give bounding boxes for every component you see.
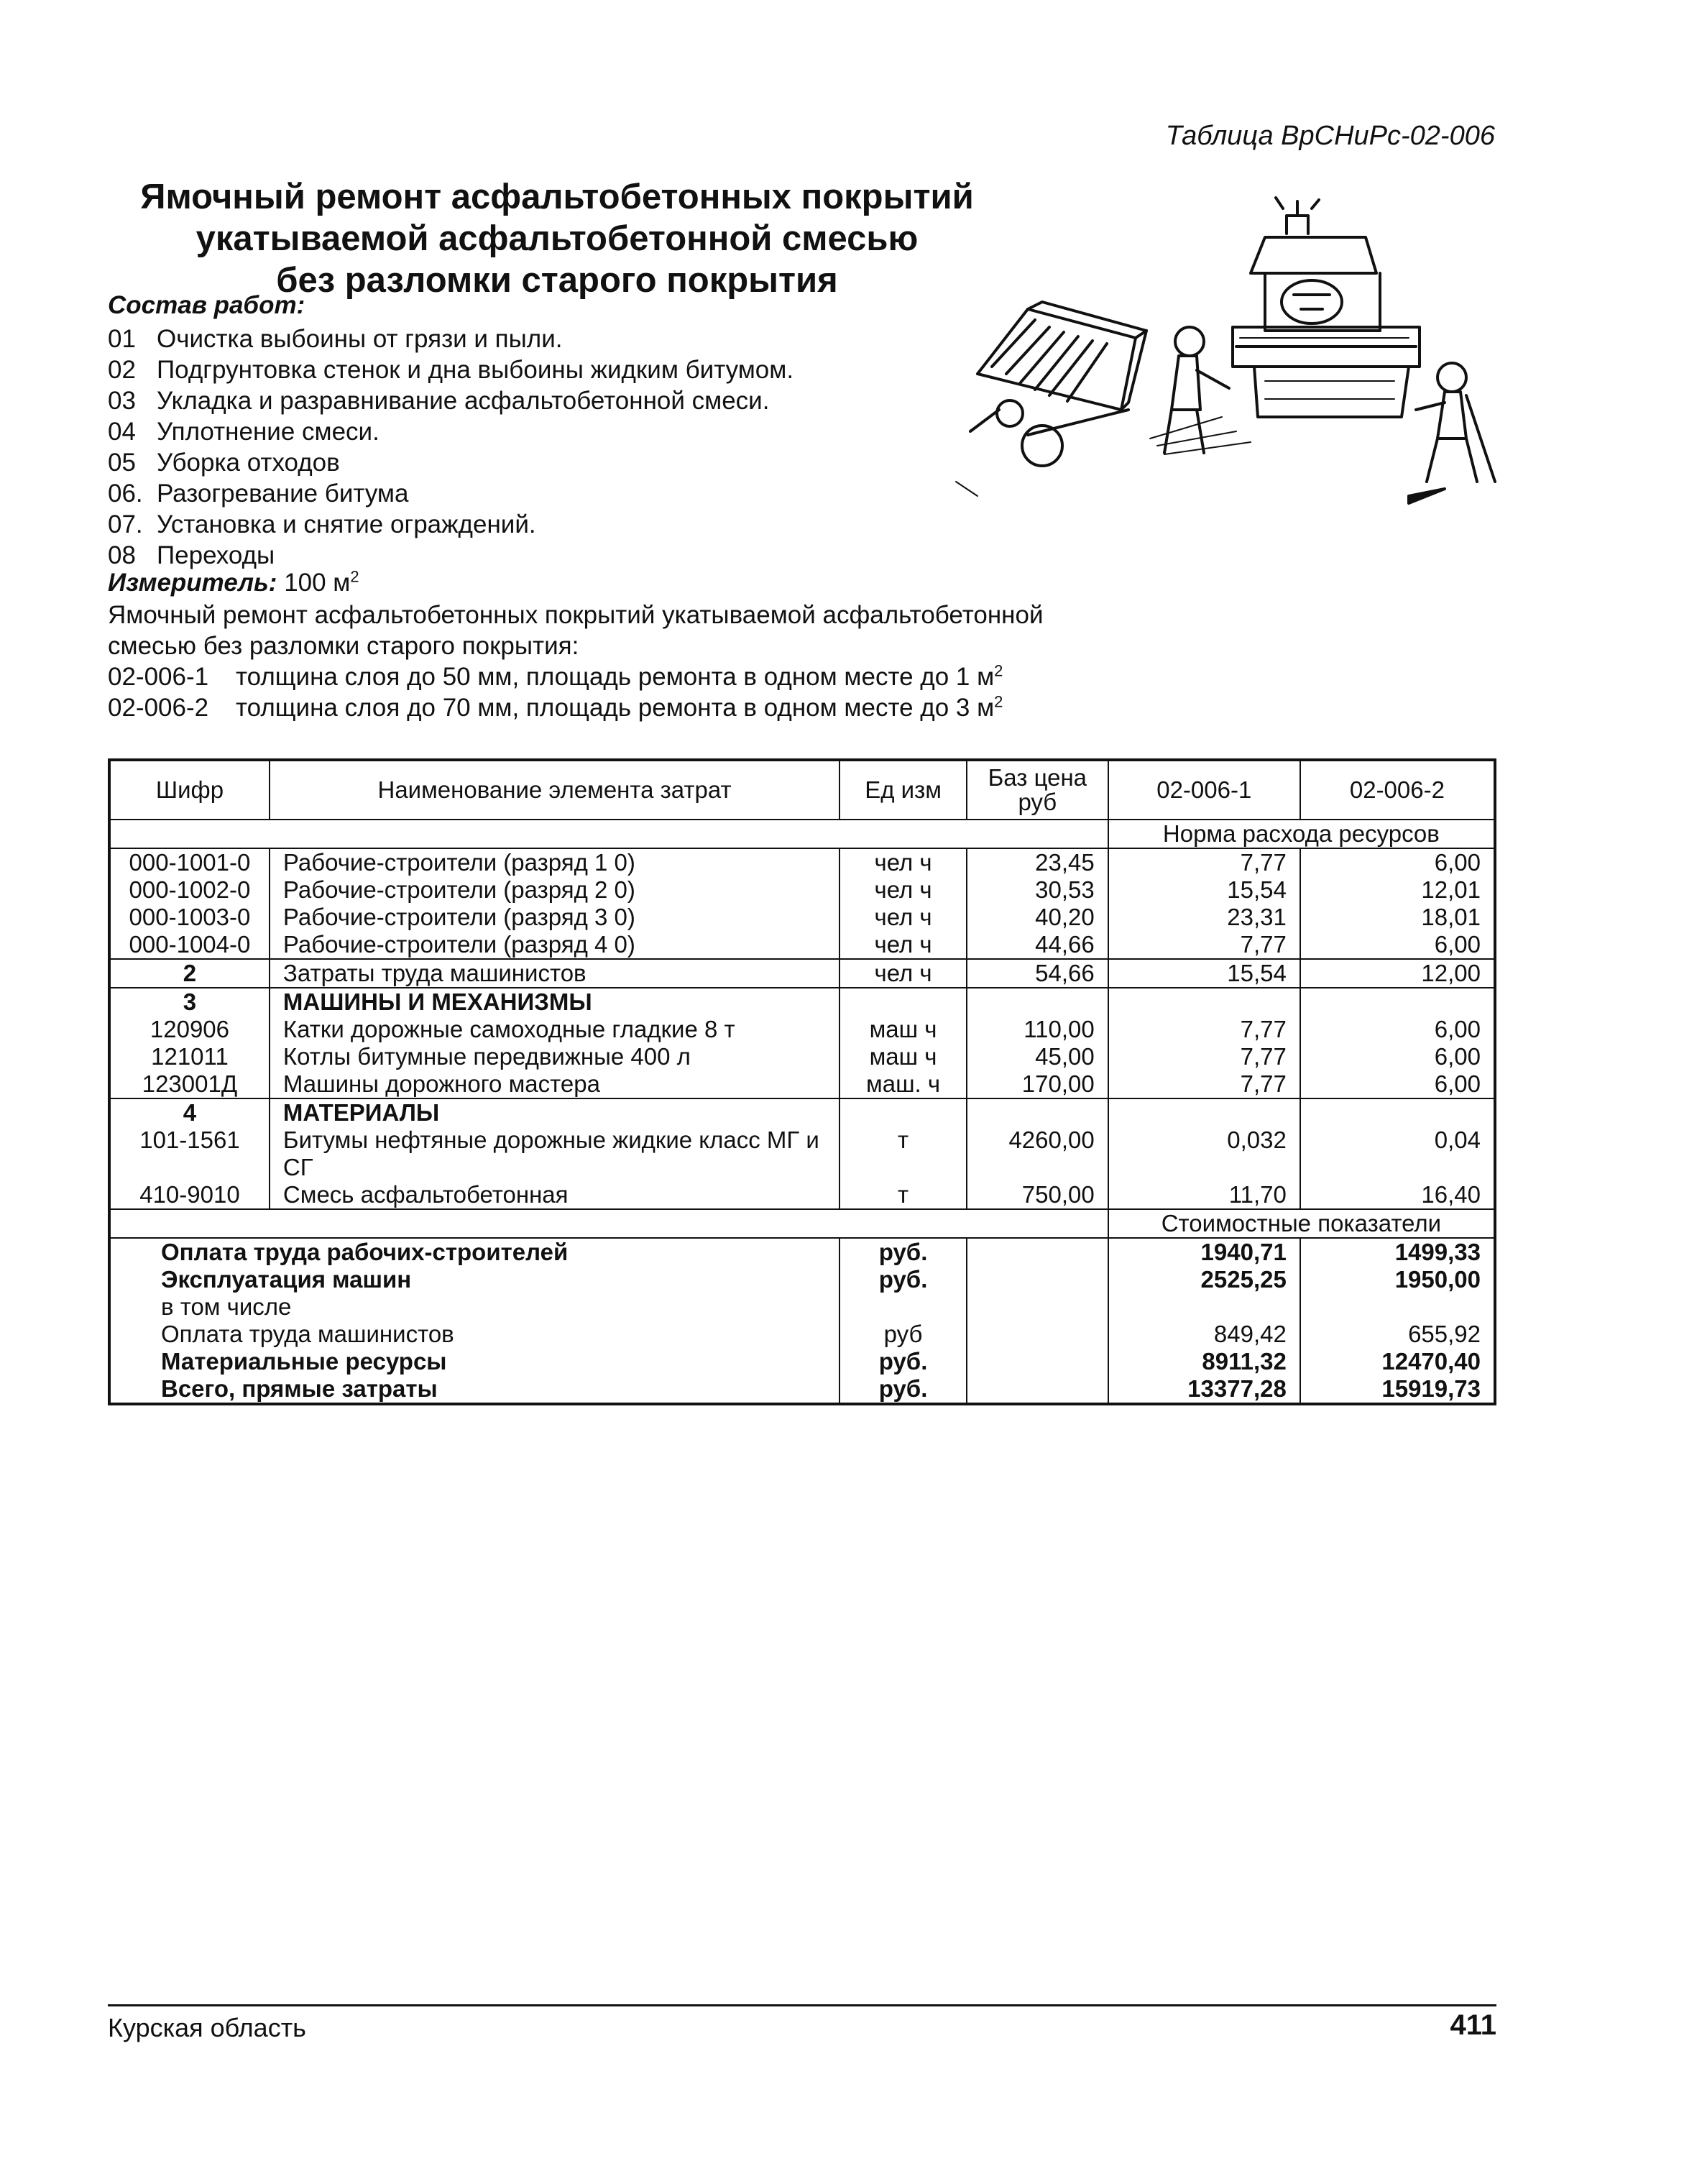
row-price: 170,00 — [967, 1070, 1108, 1098]
table-row — [109, 1070, 1495, 1098]
description-line: Ямочный ремонт асфальтобетонных покрытий укатываемой асфальтобетонной — [108, 601, 1044, 629]
row-unit: чел ч — [840, 876, 967, 904]
header-unit: Ед изм — [840, 760, 967, 820]
row-name: Затраты труда машинистов — [270, 959, 840, 988]
road-roller-drawing — [1233, 198, 1420, 417]
cost-name: Эксплуатация машин — [161, 1266, 412, 1293]
page-number: 411 — [1450, 2009, 1496, 2041]
works-heading: Состав работ: — [108, 291, 305, 319]
work-text: Очистка выбоины от грязи и пыли. — [157, 325, 563, 353]
norm-subheader-row — [109, 820, 1495, 848]
table-header-row — [109, 760, 1495, 820]
work-item — [108, 478, 794, 509]
cost-value-1: 849,42 — [1108, 1321, 1300, 1348]
work-text: Уплотнение смеси. — [157, 418, 380, 446]
row-code: 000-1001-0 — [129, 849, 251, 876]
work-item — [108, 447, 794, 478]
work-number: 03 — [108, 387, 136, 415]
row-code: 120906 — [150, 1016, 230, 1042]
section-row — [109, 988, 1495, 1016]
header-col1: 02-006-1 — [1108, 760, 1300, 820]
road-repair-illustration — [949, 194, 1509, 532]
table-row — [109, 1043, 1495, 1070]
cost-unit: руб. — [840, 1266, 967, 1293]
cost-name: Оплата труда машинистов — [161, 1321, 454, 1347]
row-value-1: 23,31 — [1108, 904, 1300, 931]
cost-row — [109, 1266, 1495, 1293]
row-name: Рабочие-строители (разряд 4 0) — [270, 931, 840, 959]
works-list — [108, 324, 794, 571]
cost-unit: руб. — [840, 1238, 967, 1266]
section-row — [109, 1098, 1495, 1127]
work-number: 06. — [108, 480, 143, 508]
row-price: 23,45 — [967, 848, 1108, 876]
row-name: Катки дорожные самоходные гладкие 8 т — [270, 1016, 840, 1043]
row-price: 30,53 — [967, 876, 1108, 904]
row-name: Рабочие-строители (разряд 2 0) — [270, 876, 840, 904]
cost-name: Материальные ресурсы — [161, 1348, 447, 1375]
table-row — [109, 931, 1495, 959]
row-price: 54,66 — [967, 959, 1108, 988]
work-text: Переходы — [157, 541, 275, 569]
cost-name: Всего, прямые затраты — [161, 1375, 438, 1402]
row-unit: маш ч — [840, 1016, 967, 1043]
table-row — [109, 848, 1495, 876]
measure-sup: 2 — [350, 567, 359, 586]
work-number: 01 — [108, 325, 136, 353]
work-item — [108, 509, 794, 540]
code-text: толщина слоя до 70 мм, площадь ремонта в одном месте до 3 м — [236, 694, 995, 722]
header-price: Баз цена руб — [967, 760, 1108, 820]
row-value-2: 6,00 — [1300, 1016, 1495, 1043]
document-title — [108, 176, 1006, 301]
row-code: 121011 — [151, 1043, 229, 1070]
work-item — [108, 385, 794, 416]
row-code: 000-1004-0 — [129, 931, 251, 958]
cost-table — [108, 758, 1496, 1405]
row-price: 4260,00 — [967, 1127, 1108, 1181]
row-unit: т — [840, 1127, 967, 1181]
row-name: Смесь асфальтобетонная — [270, 1181, 840, 1209]
row-name: Битумы нефтяные дорожные жидкие класс МГ и СГ — [270, 1127, 840, 1181]
row-price: 750,00 — [967, 1181, 1108, 1209]
row-name: Котлы битумные передвижные 400 л — [270, 1043, 840, 1070]
cost-unit — [840, 1293, 967, 1321]
row-name: Рабочие-строители (разряд 1 0) — [270, 848, 840, 876]
table-row — [109, 1127, 1495, 1181]
row-value-2: 6,00 — [1300, 931, 1495, 959]
work-number: 02 — [108, 356, 136, 384]
row-value-2: 18,01 — [1300, 904, 1495, 931]
cost-value-2: 12470,40 — [1300, 1348, 1495, 1375]
measure-label: Измеритель: — [108, 569, 277, 597]
row-value-1: 7,77 — [1108, 1043, 1300, 1070]
row-value-2: 6,00 — [1300, 848, 1495, 876]
row-value-2: 12,01 — [1300, 876, 1495, 904]
code-sup: 2 — [994, 692, 1003, 711]
table-row — [109, 959, 1495, 988]
section-code: 4 — [109, 1098, 270, 1127]
row-value-1: 0,032 — [1108, 1127, 1300, 1181]
table-row — [109, 1016, 1495, 1043]
row-code: 000-1003-0 — [129, 904, 251, 930]
measure-value: 100 м — [284, 569, 351, 597]
header-name: Наименование элемента затрат — [270, 760, 840, 820]
cost-name: Оплата труда рабочих-строителей — [161, 1239, 569, 1265]
cost-row — [109, 1238, 1495, 1266]
row-code: 2 — [109, 959, 270, 988]
table-caption: Таблица ВрСНиРс-02-006 — [1165, 121, 1495, 151]
row-unit: чел ч — [840, 848, 967, 876]
row-value-2: 6,00 — [1300, 1070, 1495, 1098]
section-name: МАТЕРИАЛЫ — [270, 1098, 840, 1127]
cost-value-1: 13377,28 — [1108, 1375, 1300, 1404]
work-text: Установка и снятие ограждений. — [157, 510, 536, 538]
cost-value-2: 655,92 — [1300, 1321, 1495, 1348]
code-line — [108, 692, 1100, 723]
row-value-2: 6,00 — [1300, 1043, 1495, 1070]
row-value-1: 15,54 — [1108, 959, 1300, 988]
footer-region: Курская область — [108, 2013, 306, 2042]
work-item — [108, 540, 794, 571]
row-value-1: 15,54 — [1108, 876, 1300, 904]
worker-right-drawing — [1409, 363, 1495, 503]
row-price: 45,00 — [967, 1043, 1108, 1070]
row-unit: чел ч — [840, 904, 967, 931]
code-text: толщина слоя до 50 мм, площадь ремонта в одном месте до 1 м — [236, 663, 995, 691]
cost-label: Стоимостные показатели — [1108, 1209, 1495, 1238]
cost-row — [109, 1321, 1495, 1348]
work-number: 04 — [108, 418, 136, 446]
table-row — [109, 904, 1495, 931]
norm-label: Норма расхода ресурсов — [1108, 820, 1495, 848]
description-line: смесью без разломки старого покрытия: — [108, 632, 579, 660]
code-id: 02-006-1 — [108, 663, 209, 691]
work-number: 07. — [108, 510, 143, 538]
row-name: Рабочие-строители (разряд 3 0) — [270, 904, 840, 931]
work-text: Укладка и разравнивание асфальтобетонной смеси. — [157, 387, 770, 415]
cost-subheader-row — [109, 1209, 1495, 1238]
title-line: без разломки старого покрытия — [276, 261, 838, 300]
code-line — [108, 661, 1100, 692]
row-code: 101-1561 — [139, 1127, 240, 1153]
row-unit: чел ч — [840, 959, 967, 988]
cost-unit: руб — [840, 1321, 967, 1348]
cost-value-2: 1499,33 — [1300, 1238, 1495, 1266]
work-item — [108, 324, 794, 354]
row-unit: маш. ч — [840, 1070, 967, 1098]
header-code: Шифр — [109, 760, 270, 820]
cost-value-2: 1950,00 — [1300, 1266, 1495, 1293]
row-price: 110,00 — [967, 1016, 1108, 1043]
measure-line — [108, 569, 359, 597]
row-value-1: 7,77 — [1108, 1016, 1300, 1043]
header-col2: 02-006-2 — [1300, 760, 1495, 820]
row-value-2: 12,00 — [1300, 959, 1495, 988]
cost-value-1: 8911,32 — [1108, 1348, 1300, 1375]
row-code: 123001Д — [142, 1070, 238, 1097]
work-text: Уборка отходов — [157, 449, 340, 477]
row-code: 000-1002-0 — [129, 876, 251, 903]
row-price: 40,20 — [967, 904, 1108, 931]
row-value-1: 7,77 — [1108, 848, 1300, 876]
row-unit: т — [840, 1181, 967, 1209]
row-price: 44,66 — [967, 931, 1108, 959]
row-value-1: 7,77 — [1108, 1070, 1300, 1098]
row-unit: чел ч — [840, 931, 967, 959]
cost-value-2: 15919,73 — [1300, 1375, 1495, 1404]
work-item — [108, 354, 794, 385]
row-value-1: 7,77 — [1108, 931, 1300, 959]
section-code: 3 — [109, 988, 270, 1016]
row-value-1: 11,70 — [1108, 1181, 1300, 1209]
work-number: 05 — [108, 449, 136, 477]
row-name: Машины дорожного мастера — [270, 1070, 840, 1098]
description — [108, 600, 1100, 723]
work-item — [108, 416, 794, 447]
row-value-2: 0,04 — [1300, 1127, 1495, 1181]
cost-name: в том числе — [161, 1293, 292, 1320]
cost-unit: руб. — [840, 1348, 967, 1375]
cost-value-2 — [1300, 1293, 1495, 1321]
row-value-2: 16,40 — [1300, 1181, 1495, 1209]
row-code: 410-9010 — [139, 1181, 240, 1208]
cost-row — [109, 1375, 1495, 1404]
code-sup: 2 — [994, 661, 1003, 680]
cost-row — [109, 1293, 1495, 1321]
cost-unit: руб. — [840, 1375, 967, 1404]
work-text: Подгрунтовка стенок и дна выбоины жидким битумом. — [157, 356, 794, 384]
work-number: 08 — [108, 541, 136, 569]
table-row — [109, 1181, 1495, 1209]
work-text: Разогревание битума — [157, 480, 409, 508]
title-line: укатываемой асфальтобетонной смесью — [196, 219, 919, 258]
bitumen-cart-drawing — [970, 302, 1146, 466]
table-row — [109, 876, 1495, 904]
cost-value-1: 2525,25 — [1108, 1266, 1300, 1293]
footer-divider — [108, 2004, 1496, 2006]
section-name: МАШИНЫ И МЕХАНИЗМЫ — [270, 988, 840, 1016]
cost-row — [109, 1348, 1495, 1375]
title-line: Ямочный ремонт асфальтобетонных покрытий — [140, 178, 974, 216]
cost-value-1: 1940,71 — [1108, 1238, 1300, 1266]
code-id: 02-006-2 — [108, 694, 209, 722]
row-unit: маш ч — [840, 1043, 967, 1070]
cost-value-1 — [1108, 1293, 1300, 1321]
